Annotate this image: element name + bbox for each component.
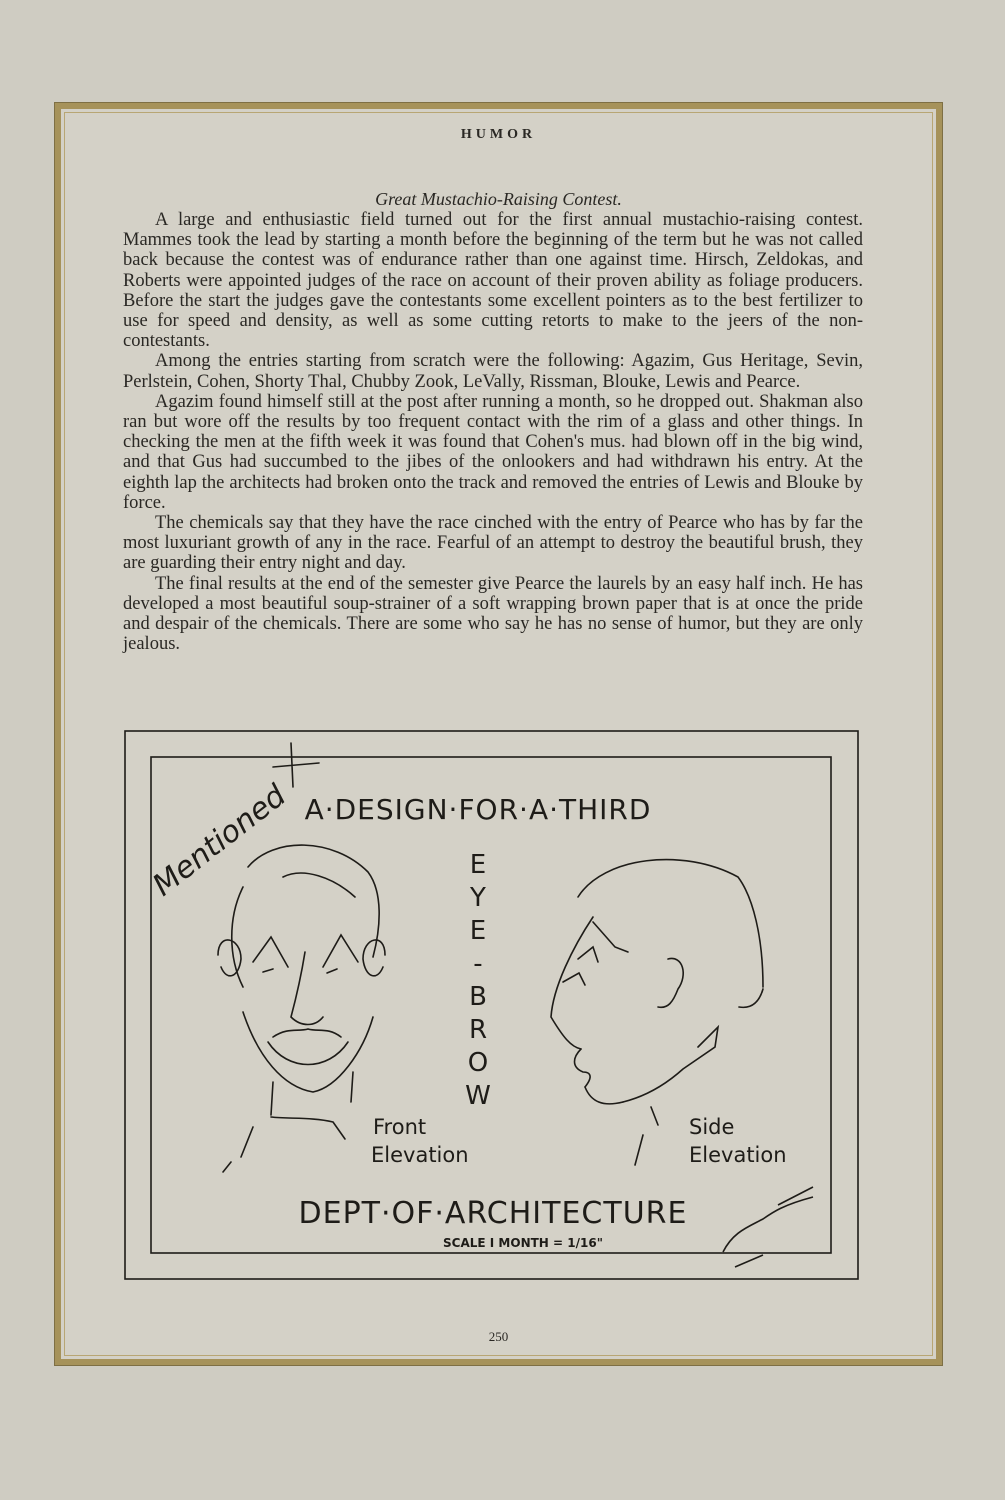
- cartoon-signature: Mentioned: [146, 778, 293, 904]
- vertical-letter: W: [465, 1081, 491, 1111]
- article-body: [123, 210, 863, 654]
- vertical-letter: R: [468, 1015, 488, 1045]
- cartoon-svg: [123, 727, 863, 1292]
- cartoon-illustration: [123, 727, 863, 1292]
- vertical-letter: E: [469, 850, 487, 880]
- side-label-1: Side: [689, 1115, 735, 1139]
- side-label-2: Elevation: [689, 1143, 787, 1167]
- cartoon-title: A·DESIGN·FOR·A·THIRD: [304, 793, 652, 826]
- front-label-2: Elevation: [371, 1143, 469, 1167]
- paragraph-4: The chemicals say that they have the race cinched with the entry of Pearce who has by far the most luxuriant growth of any in the race. Fearful of an attempt to destroy the beautiful brush, they are guarding their entry night and day.: [123, 513, 863, 574]
- scale-caption: SCALE I MONTH = 1/16": [443, 1236, 603, 1250]
- vertical-letter: E: [469, 916, 487, 946]
- vertical-letter: Y: [470, 883, 486, 913]
- vertical-word: [465, 850, 491, 1111]
- department-caption: DEPT·OF·ARCHITECTURE: [298, 1196, 688, 1231]
- paragraph-3: Agazim found himself still at the post after running a month, so he dropped out. Shakman also ran but wore off the results by too frequent contact with the rim of a glass and other things. In checking the men at the fifth week it was found that Cohen's mus. had blown off in the big wind, and that Gus had succumbed to the jibes of the onlookers and had withdrawn his entry. At the eighth lap the architects had broken onto the track and removed the entries of Lewis and Blouke by force.: [123, 391, 863, 513]
- paragraph-1: A large and enthusiastic field turned out for the first annual mustachio-raising contest. Mammes took the lead by starting a month before the beginning of the term but he was not called back because the contest was of endurance rather than one against time. Hirsch, Zeldokas, and Roberts were appointed judges of the race on account of their proven ability as foliage producers. Before the start the judges gave the contestants some excellent pointers as to the best fertilizer to use for speed and density, as well as some cutting retorts to make to the jeers of the non-contestants.: [123, 210, 863, 352]
- page-frame: [55, 103, 942, 1365]
- section-header: HUMOR: [460, 127, 537, 142]
- vertical-letter: O: [467, 1048, 489, 1078]
- signature-flourish: [273, 743, 319, 787]
- front-face-drawing: [218, 845, 385, 1172]
- initials-flourish: [723, 1187, 813, 1267]
- front-label-1: Front: [373, 1115, 427, 1139]
- paragraph-5: The final results at the end of the semester give Pearce the laurels by an easy half inch. He has developed a most beautiful soup-strainer of a soft wrapping brown paper that is at once the pride and despair of the chemicals. There are some who say he has no sense of humor, but they are only jealous.: [123, 573, 863, 655]
- vertical-letter: B: [469, 982, 487, 1012]
- page-number: 250: [488, 1329, 509, 1344]
- article-title: Great Mustachio-Raising Contest.: [375, 189, 622, 209]
- vertical-letter: -: [473, 949, 483, 979]
- paragraph-2: Among the entries starting from scratch were the following: Agazim, Gus Heritage, Sevin, Perlstein, Cohen, Shorty Thal, Chubby Zook, LeVally, Rissman, Blouke, Lewis and Pearce.: [123, 351, 863, 392]
